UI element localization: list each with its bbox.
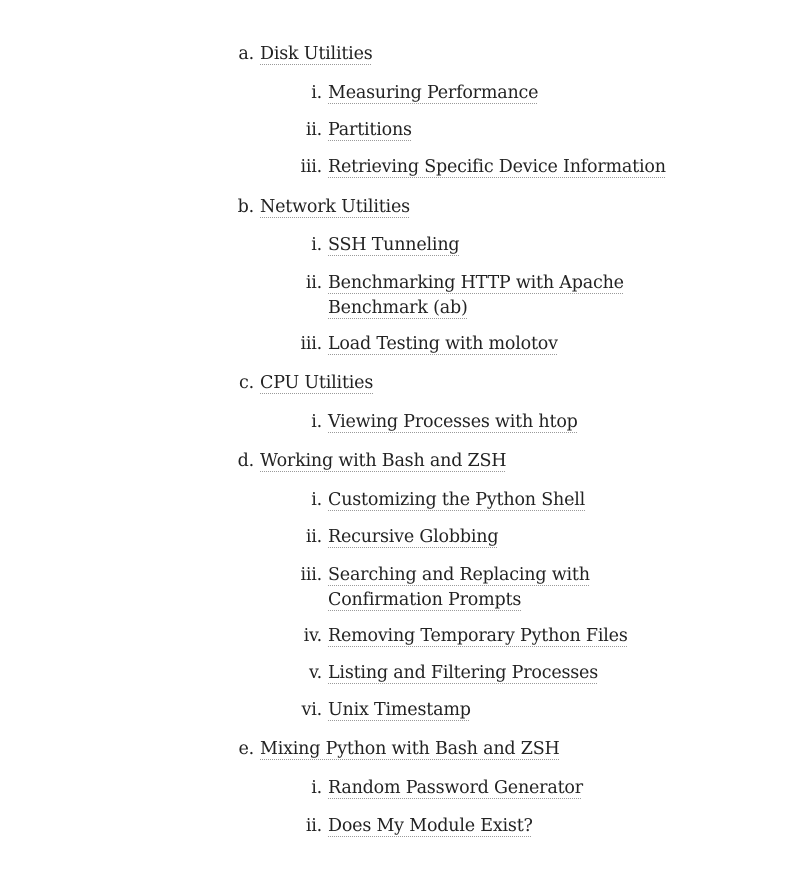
toc-item: [0, 410, 578, 435]
toc-link[interactable]: Load Testing with molotov: [328, 334, 558, 354]
toc-marker: ii.: [305, 120, 322, 140]
toc-marker: i.: [311, 412, 322, 432]
toc-section-network-utilities: [0, 195, 410, 220]
toc-section-working-with-bash-and-zsh: [0, 449, 506, 474]
toc-marker: i.: [311, 83, 322, 103]
toc-marker: v.: [309, 663, 322, 683]
toc-section-mixing-python-with-bash-and-zsh: [0, 737, 560, 762]
toc-marker: i.: [311, 778, 322, 798]
toc-item: [0, 624, 628, 649]
toc-item: [0, 118, 412, 143]
toc-item: [0, 661, 598, 686]
toc-marker: d.: [237, 451, 254, 471]
toc-item: [0, 271, 628, 321]
toc-marker: iv.: [303, 626, 322, 646]
toc-link[interactable]: Listing and Filtering Processes: [328, 663, 598, 683]
toc-link[interactable]: CPU Utilities: [260, 373, 374, 393]
toc-marker: iii.: [300, 565, 322, 585]
toc-link[interactable]: Does My Module Exist?: [328, 816, 533, 836]
toc-link[interactable]: Mixing Python with Bash and ZSH: [260, 739, 560, 759]
toc-link[interactable]: Searching and Replacing with Confirmation Prompts: [328, 565, 590, 610]
toc-link[interactable]: Benchmarking HTTP with Apache Benchmark (ab): [328, 273, 624, 318]
toc-link[interactable]: Network Utilities: [260, 197, 410, 217]
toc-link[interactable]: SSH Tunneling: [328, 235, 460, 255]
toc-marker: iii.: [300, 334, 322, 354]
toc-link[interactable]: Viewing Processes with htop: [328, 412, 578, 432]
toc-link[interactable]: Partitions: [328, 120, 412, 140]
toc-link[interactable]: Disk Utilities: [260, 44, 373, 64]
toc-link[interactable]: Retrieving Specific Device Information: [328, 157, 666, 177]
toc-item: [0, 525, 498, 550]
toc-link[interactable]: Working with Bash and ZSH: [260, 451, 507, 471]
toc-marker: ii.: [305, 527, 322, 547]
toc-marker: ii.: [305, 816, 322, 836]
toc-link[interactable]: Random Password Generator: [328, 778, 583, 798]
toc-link[interactable]: Recursive Globbing: [328, 527, 499, 547]
toc-link[interactable]: Removing Temporary Python Files: [328, 626, 628, 646]
toc-item: [0, 233, 459, 258]
toc-section-disk-utilities: [0, 42, 373, 67]
toc-item: [0, 814, 533, 839]
toc-item: [0, 776, 583, 801]
toc-marker: vi.: [301, 700, 322, 720]
toc-marker: e.: [238, 739, 254, 759]
toc-item: [0, 81, 538, 106]
toc-marker: i.: [311, 235, 322, 255]
toc-item: [0, 332, 558, 357]
toc-item: [0, 698, 471, 723]
toc-item: [0, 488, 585, 513]
toc-link[interactable]: Unix Timestamp: [328, 700, 471, 720]
toc-item: [0, 563, 628, 613]
toc-link[interactable]: Customizing the Python Shell: [328, 490, 586, 510]
toc-link[interactable]: Measuring Performance: [328, 83, 539, 103]
toc-marker: iii.: [300, 157, 322, 177]
toc-section-cpu-utilities: [0, 371, 373, 396]
toc-marker: a.: [238, 44, 254, 64]
toc-marker: ii.: [305, 273, 322, 293]
toc-marker: i.: [311, 490, 322, 510]
toc-marker: c.: [239, 373, 254, 393]
toc-item: [0, 155, 666, 180]
toc-marker: b.: [237, 197, 254, 217]
